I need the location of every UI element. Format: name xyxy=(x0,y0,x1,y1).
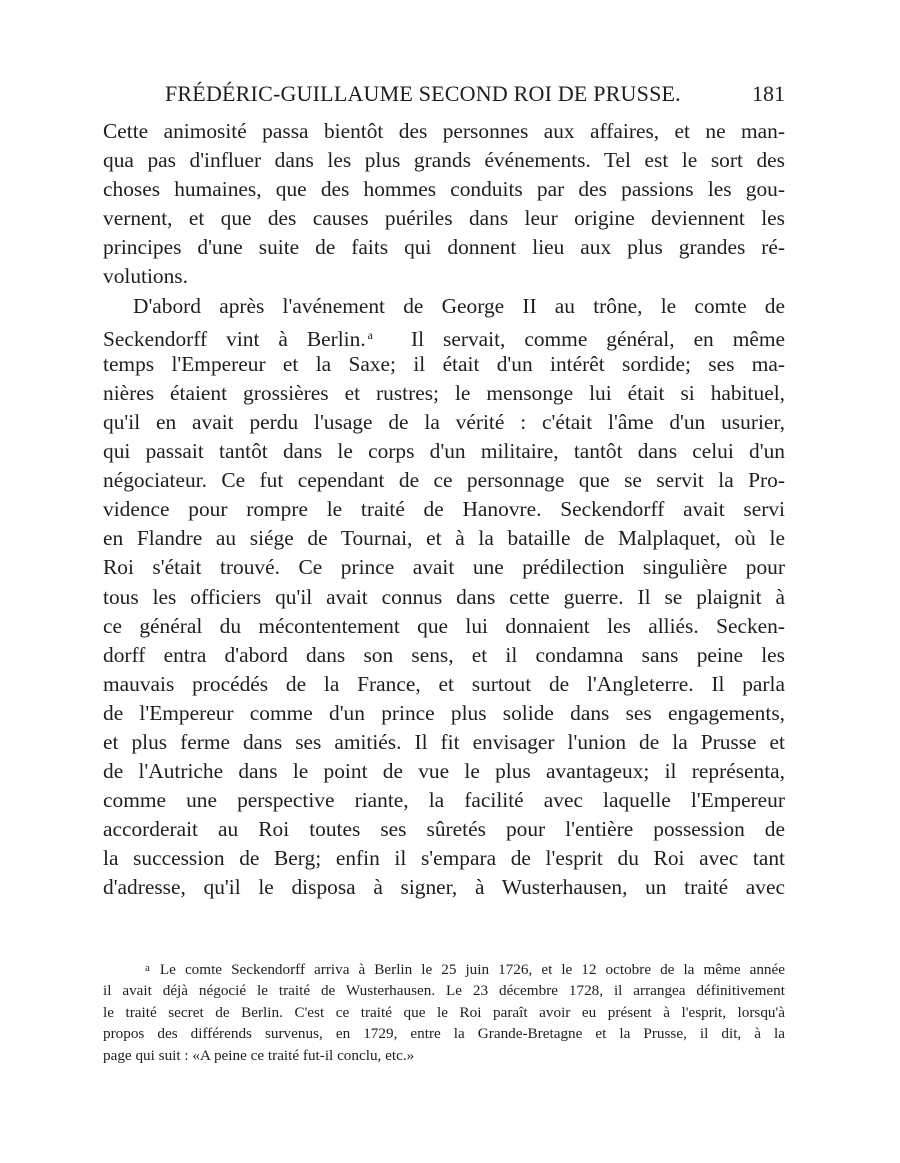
text-segment: Il servait, comme général, en même xyxy=(410,326,785,351)
text-line: comme une perspective riante, la facilité avec laquelle l'Empereur xyxy=(103,788,785,813)
text-line: tous les officiers qu'il avait connus dans cette guerre. Il se plaignit à xyxy=(103,584,785,609)
text-line: vidence pour rompre le traité de Hanovre. Seckendorff avait servi xyxy=(103,497,785,522)
text-line: choses humaines, que des hommes conduits par des passions les gou- xyxy=(103,177,785,202)
text-line: de l'Autriche dans le point de vue le plus avantageux; il représenta, xyxy=(103,759,785,784)
text-line: Roi s'était trouvé. Ce prince avait une prédilection singulière pour xyxy=(103,555,785,580)
text-line: Cette animosité passa bientôt des personnes aux affaires, et ne man- xyxy=(103,119,785,143)
text-line: accorderait au Roi toutes ses sûretés pour l'entière possession de xyxy=(103,817,785,842)
text-line: principes d'une suite de faits qui donnent lieu aux plus grandes ré- xyxy=(103,235,785,260)
footnote-line: page qui suit : «A peine ce traité fut-il conclu, etc.» xyxy=(103,1047,415,1065)
text-line: nières étaient grossières et rustres; le mensonge lui était si habituel, xyxy=(103,380,785,405)
running-title: FRÉDÉRIC-GUILLAUME SECOND ROI DE PRUSSE. xyxy=(165,81,681,106)
footnote-line: propos des différends survenus, en 1729, entre la Grande-Bretagne et la Prusse, il dit, à la xyxy=(103,1025,785,1043)
text-line: dorff entra d'abord dans son sens, et il condamna sans peine les xyxy=(103,642,785,667)
text-line: et plus ferme dans ses amitiés. Il fit envisager l'union de la Prusse et xyxy=(103,729,785,754)
footnote-text: Le comte Seckendorff arriva à Berlin le 25 juin 1726, et le 12 octobre de la même année xyxy=(159,961,785,978)
text-line: qui passait tantôt dans le corps d'un militaire, tantôt dans celui d'un xyxy=(103,439,785,464)
main-text xyxy=(103,117,785,903)
text-line-with-note xyxy=(103,321,785,350)
text-line: volutions. xyxy=(103,264,188,289)
text-line: D'abord après l'avénement de George II au trône, le comte de xyxy=(133,293,785,318)
footnote-marker: a xyxy=(145,962,150,974)
text-line: temps l'Empereur et la Saxe; il était d'un intérêt sordide; ses ma- xyxy=(103,351,785,376)
text-line: qua pas d'influer dans les plus grands événements. Tel est le sort des xyxy=(103,148,785,173)
footnote-reference[interactable]: a xyxy=(367,327,373,342)
footnotes xyxy=(103,958,785,1067)
text-line: négociateur. Ce fut cependant de ce personnage que se servit la Pro- xyxy=(103,468,785,493)
text-line: de l'Empereur comme d'un prince plus solide dans ses engagements, xyxy=(103,700,785,725)
page-number: 181 xyxy=(752,81,785,106)
footnote-line: le traité secret de Berlin. C'est ce traité que le Roi paraît avoir eu présent à l'esprit, lorsqu'à xyxy=(103,1003,785,1021)
footnote-line xyxy=(103,958,785,980)
text-line: la succession de Berg; enfin il s'empara de l'esprit du Roi avec tant xyxy=(103,846,785,871)
text-line: ce général du mécontentement que lui donnaient les alliés. Secken- xyxy=(103,613,785,638)
text-segment: Seckendorff vint à Berlin. xyxy=(103,326,366,351)
text-line: qu'il en avait perdu l'usage de la vérité : c'était l'âme d'un usurier, xyxy=(103,409,785,434)
text-line: d'adresse, qu'il le disposa à signer, à Wusterhausen, un traité avec xyxy=(103,875,785,900)
text-line: vernent, et que des causes puériles dans leur origine deviennent les xyxy=(103,206,785,231)
footnote-line: il avait déjà négocié le traité de Wusterhausen. Le 23 décembre 1728, il arrangea définitivement xyxy=(103,981,785,999)
text-line: en Flandre au siége de Tournai, et à la bataille de Malplaquet, où le xyxy=(103,526,785,551)
text-line: mauvais procédés de la France, et surtout de l'Angleterre. Il parla xyxy=(103,671,785,696)
